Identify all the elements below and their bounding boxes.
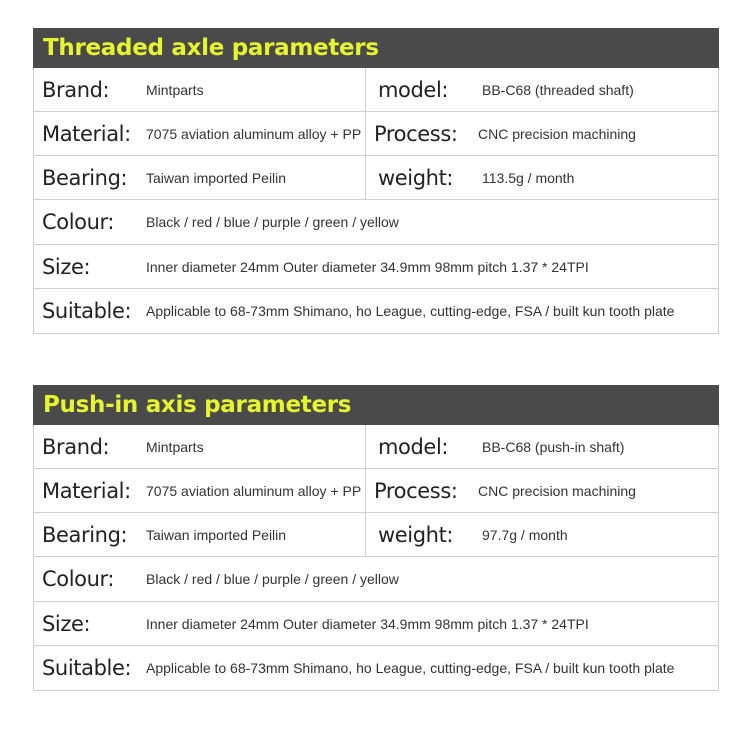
size-cell [34,245,718,288]
section-title: Push-in axis parameters [33,385,719,425]
colour-label: Colour: [42,567,115,591]
suitable-cell [34,646,718,690]
size-value: Inner diameter 24mm Outer diameter 34.9mm 98mm pitch 1.37 * 24TPI [146,615,589,632]
weight-value: 97.7g / month [482,526,568,543]
suitable-cell [34,289,718,333]
brand-cell [34,68,366,111]
material-label: Material: [42,121,131,146]
bearing-cell [34,513,366,556]
material-cell [34,469,366,512]
weight-value: 113.5g / month [482,169,575,186]
size-label: Size: [42,254,91,279]
size-value: Inner diameter 24mm Outer diameter 34.9mm 98mm pitch 1.37 * 24TPI [146,258,589,275]
colour-value: Black / red / blue / purple / green / yellow [146,571,399,587]
process-value: CNC precision machining [478,125,636,142]
bearing-value: Taiwan imported Peilin [146,169,287,186]
bearing-cell [34,156,366,199]
table-row [34,68,718,112]
spec-table [33,425,719,691]
weight-label: weight: [378,165,454,190]
weight-label: weight: [378,522,454,547]
material-cell [34,112,366,155]
suitable-label: Suitable: [42,656,132,680]
model-cell [366,425,718,468]
weight-cell [366,513,718,556]
table-row [34,200,718,245]
brand-cell [34,425,366,468]
brand-value: Mintparts [146,81,204,98]
brand-label: Brand: [42,434,110,459]
bearing-value: Taiwan imported Peilin [146,526,287,543]
process-value: CNC precision machining [478,482,636,499]
table-row [34,289,718,334]
model-cell [366,68,718,111]
model-value: BB-C68 (threaded shaft) [482,81,634,98]
table-row [34,245,718,289]
table-row [34,513,718,557]
process-cell [366,469,718,512]
model-label: model: [378,77,449,102]
section-title: Threaded axle parameters [33,28,719,68]
process-label: Process: [374,121,458,146]
table-row [34,469,718,513]
process-label: Process: [374,478,458,503]
table-row [34,602,718,646]
brand-value: Mintparts [146,438,204,455]
brand-label: Brand: [42,77,110,102]
threaded-axle-section [33,28,719,334]
size-label: Size: [42,611,91,636]
weight-cell [366,156,718,199]
bearing-label: Bearing: [42,522,128,547]
suitable-label: Suitable: [42,299,132,323]
table-row [34,425,718,469]
model-label: model: [378,434,449,459]
bearing-label: Bearing: [42,165,128,190]
table-row [34,156,718,200]
colour-label: Colour: [42,210,115,234]
push-in-axis-section [33,385,719,691]
colour-cell [34,557,718,601]
material-label: Material: [42,478,131,503]
table-row [34,557,718,602]
size-cell [34,602,718,645]
suitable-value: Applicable to 68-73mm Shimano, ho League, cutting-edge, FSA / built kun tooth plate [146,303,675,319]
colour-cell [34,200,718,244]
colour-value: Black / red / blue / purple / green / yellow [146,214,399,230]
material-value: 7075 aviation aluminum alloy + PP [146,482,362,499]
process-cell [366,112,718,155]
table-row [34,646,718,691]
material-value: 7075 aviation aluminum alloy + PP [146,125,362,142]
table-row [34,112,718,156]
spec-table [33,68,719,334]
model-value: BB-C68 (push-in shaft) [482,438,625,455]
suitable-value: Applicable to 68-73mm Shimano, ho League, cutting-edge, FSA / built kun tooth plate [146,660,675,676]
